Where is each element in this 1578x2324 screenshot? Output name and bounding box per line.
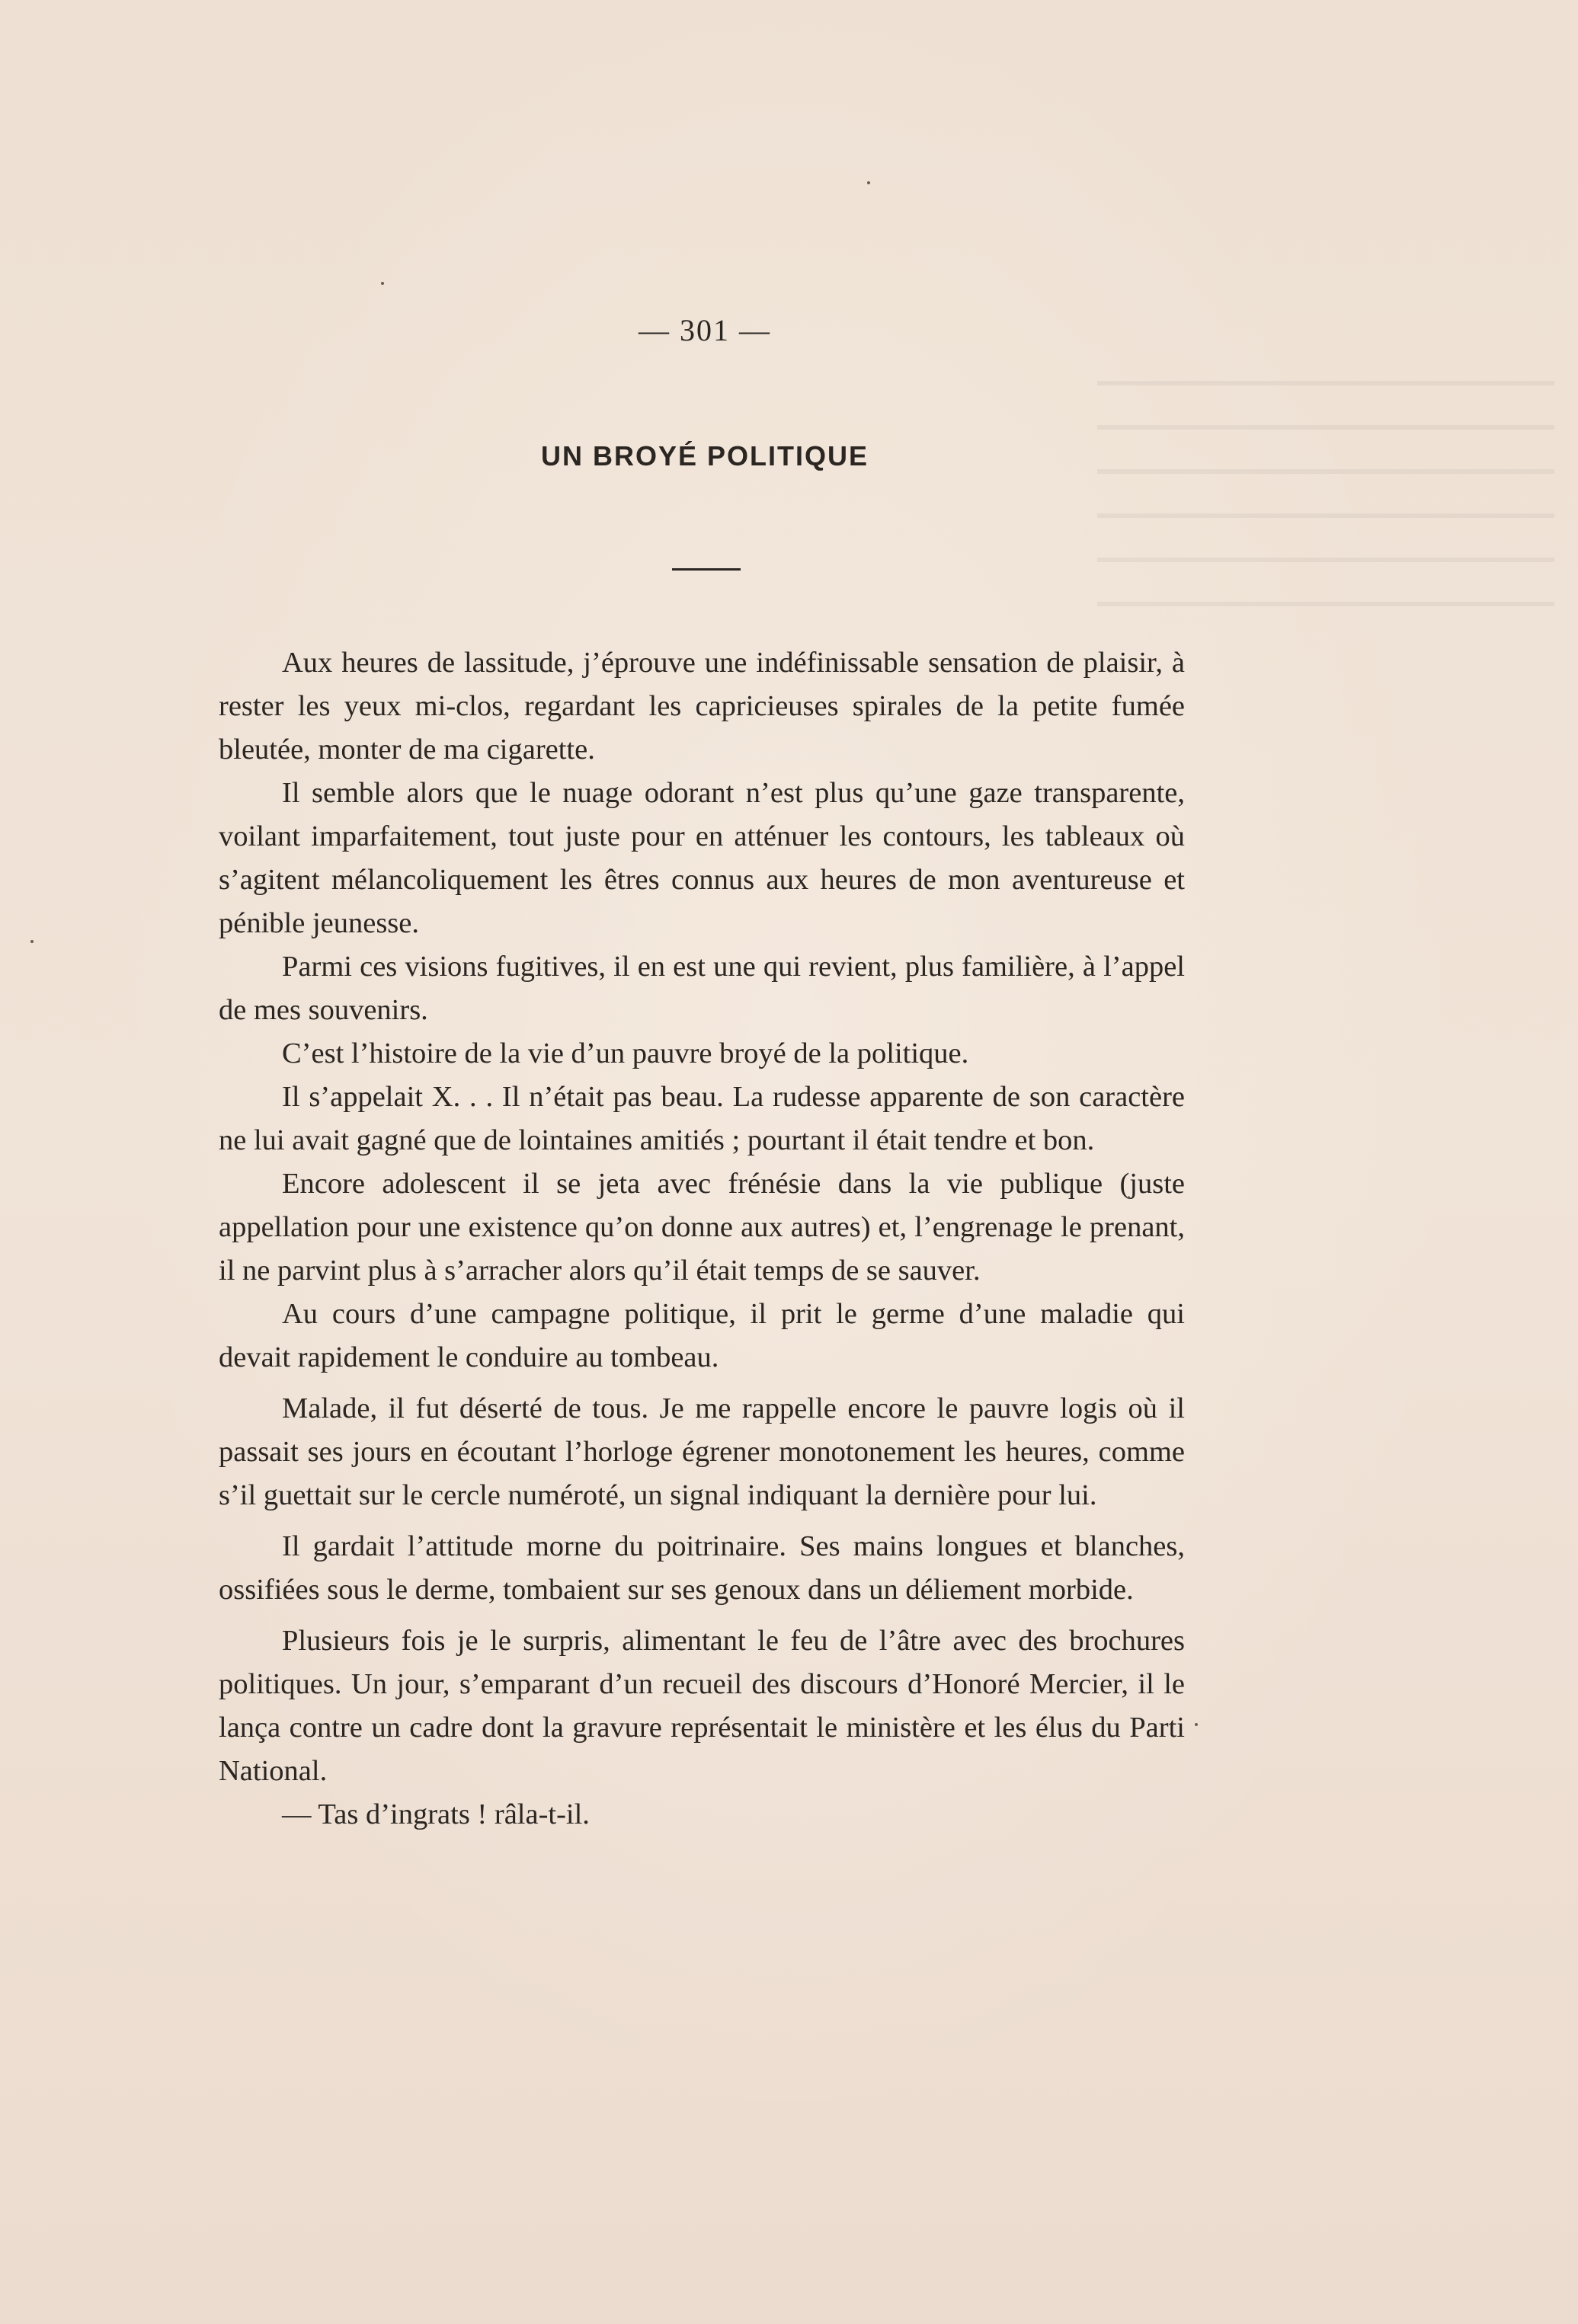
paragraph: Il semble alors que le nuage odorant n’est plus qu’une gaze transparente, voilant imparfaitement, tout juste pour en atténuer les contours, les tableaux où s’agitent mélancoliquement les êtres connus aux heures de mon aventureuse et pénible jeunesse.	[219, 777, 1185, 939]
paragraph: Parmi ces visions fugitives, il en est une qui revient, plus familière, à l’appel de mes souvenirs.	[219, 951, 1185, 1026]
page-number: — 301 —	[639, 313, 771, 347]
paragraph: Il gardait l’attitude morne du poitrinaire. Ses mains longues et blanches, ossifiées sous le derme, tombaient sur ses genoux dans un déliement morbide.	[219, 1530, 1185, 1606]
paragraph: Au cours d’une campagne politique, il prit le germe d’une maladie qui devait rapidement le conduire au tombeau.	[219, 1298, 1185, 1373]
paragraph: Plusieurs fois je le surpris, alimentant le feu de l’âtre avec des brochures politiques. Un jour, s’emparant d’un recueil des discours d’Honoré Mercier, il le lança contre un cadre dont la gravure représentait le ministère et les élus du Parti National.	[219, 1625, 1185, 1787]
paper-speck	[1195, 1723, 1198, 1726]
paragraph: Il s’appelait X. . . Il n’était pas beau. La rudesse apparente de son caractère ne lui avait gagné que de lointaines amitiés ; pourtant il était tendre et bon.	[219, 1081, 1185, 1156]
paragraph: — Tas d’ingrats ! râla-t-il.	[282, 1798, 590, 1830]
article-title: UN BROYÉ POLITIQUE	[540, 440, 869, 472]
paper-speck	[867, 181, 870, 184]
article-body	[219, 641, 1185, 1837]
paper-speck	[381, 282, 384, 285]
paper-speck	[30, 940, 34, 943]
paragraph: Malade, il fut déserté de tous. Je me rappelle encore le pauvre logis où il passait ses jours en écoutant l’horloge égrener monotonement les heures, comme s’il guettait sur le cercle numéroté, un signal indiquant la dernière pour lui.	[219, 1392, 1185, 1511]
paragraph: C’est l’histoire de la vie d’un pauvre broyé de la politique.	[282, 1037, 969, 1069]
bleed-through-texture	[1097, 381, 1554, 609]
paragraph: Encore adolescent il se jeta avec frénésie dans la vie publique (juste appellation pour une existence qu’on donne aux autres) et, l’engrenage le prenant, il ne parvint plus à s’arracher alors qu’il était temps de se sauver.	[219, 1168, 1185, 1287]
title-rule	[672, 568, 741, 571]
paragraph: Aux heures de lassitude, j’éprouve une indéfinissable sensation de plaisir, à rester les yeux mi-clos, regardant les capricieuses spirales de la petite fumée bleutée, monter de ma cigarette.	[219, 647, 1185, 766]
